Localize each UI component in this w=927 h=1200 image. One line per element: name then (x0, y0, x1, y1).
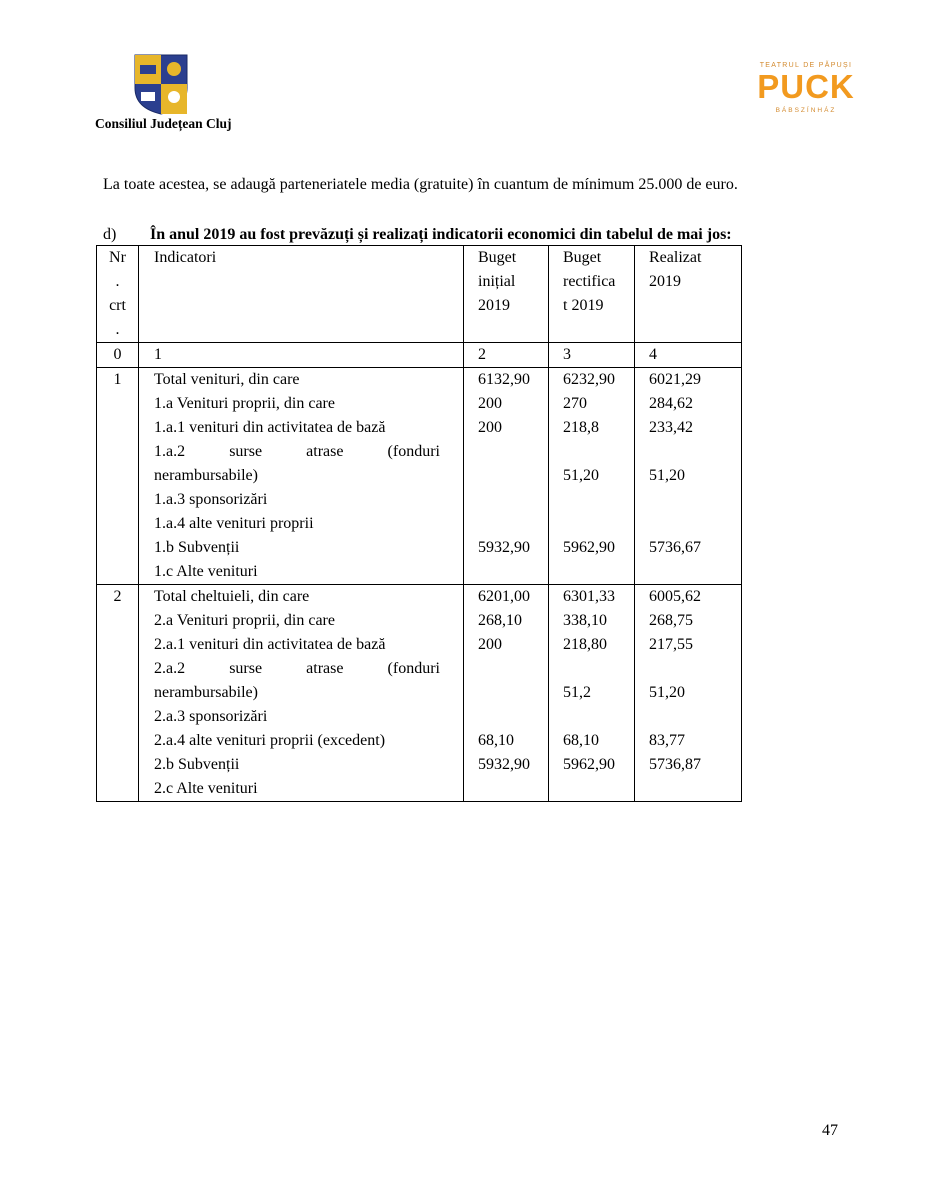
coat-of-arms-icon (132, 52, 190, 116)
value-cell: 6232,90 (563, 371, 615, 388)
value-cell (649, 560, 741, 584)
logo-top-text: TEATRUL DE PĂPUȘI (759, 62, 853, 69)
value-cell: 200 (478, 636, 502, 653)
table-index-row (97, 343, 742, 368)
theatre-logo (752, 62, 862, 122)
indicator-label: 2.b Subvenții (154, 756, 240, 773)
value-cell: 268,75 (649, 612, 693, 629)
value-cell (478, 560, 548, 584)
indicator-label: 2.a Venituri proprii, din care (154, 612, 335, 629)
initial-values (464, 368, 549, 585)
logo-main-text: PUCK (757, 68, 855, 105)
indicator-label: Total cheltuieli, din care (154, 588, 310, 605)
value-cell (649, 705, 741, 729)
index-cell: 0 (97, 343, 139, 368)
value-cell: 218,80 (563, 636, 607, 653)
indicator-label: nerambursabile) (154, 684, 258, 701)
indicator-label: nerambursabile) (154, 467, 258, 484)
indicator-label: 2.a.3 sponsorizări (154, 708, 268, 725)
logo-bottom-text: BÁBSZÍNHÁZ (775, 107, 837, 114)
value-cell (649, 512, 741, 536)
value-cell: 83,77 (649, 732, 685, 749)
header-indicatori: Indicatori (139, 246, 464, 343)
value-cell: 51,20 (649, 467, 685, 484)
value-cell (478, 777, 548, 801)
value-cell: 284,62 (649, 395, 693, 412)
value-cell (478, 488, 548, 512)
value-cell: 51,2 (563, 684, 591, 701)
value-cell: 218,8 (563, 419, 599, 436)
value-cell: 6301,33 (563, 588, 615, 605)
indicator-label: 1.b Subvenții (154, 539, 240, 556)
value-cell: 233,42 (649, 419, 693, 436)
value-cell: 6021,29 (649, 371, 701, 388)
initial-values (464, 585, 549, 802)
indicators-table (96, 245, 742, 802)
section-heading (103, 226, 732, 244)
value-cell (649, 488, 741, 512)
value-cell (649, 657, 741, 681)
value-cell: 200 (478, 395, 502, 412)
value-cell (563, 488, 634, 512)
rectificat-values (549, 585, 635, 802)
value-cell (478, 681, 548, 705)
indicator-labels (139, 585, 464, 802)
indicator-label: 2.a.1 venituri din activitatea de bază (154, 636, 386, 653)
indicator-label: 1.a.1 venituri din activitatea de bază (154, 419, 386, 436)
value-cell (649, 777, 741, 801)
value-cell (649, 440, 741, 464)
value-cell: 268,10 (478, 612, 522, 629)
value-cell (478, 464, 548, 488)
value-cell: 6201,00 (478, 588, 530, 605)
index-cell: 1 (139, 343, 464, 368)
row-number: 2 (97, 585, 139, 802)
value-cell (478, 512, 548, 536)
index-cell: 4 (635, 343, 742, 368)
value-cell: 68,10 (563, 732, 599, 749)
value-cell: 217,55 (649, 636, 693, 653)
value-cell: 338,10 (563, 612, 607, 629)
page-number: 47 (822, 1122, 838, 1139)
index-cell: 3 (549, 343, 635, 368)
header-buget-rectificat: Buget rectifica t 2019 (549, 246, 635, 343)
indicator-labels (139, 368, 464, 585)
header-buget-initial: Buget inițial 2019 (464, 246, 549, 343)
value-cell (563, 657, 634, 681)
value-cell (563, 705, 634, 729)
indicator-label: 2.c Alte venituri (154, 780, 258, 797)
value-cell: 5736,67 (649, 539, 701, 556)
value-cell: 5962,90 (563, 539, 615, 556)
indicator-label: 2.a.4 alte venituri proprii (excedent) (154, 732, 386, 749)
value-cell: 6132,90 (478, 371, 530, 388)
table-row-venituri (97, 368, 742, 585)
row-number: 1 (97, 368, 139, 585)
value-cell: 200 (478, 419, 502, 436)
indicator-label: 1.a.3 sponsorizări (154, 491, 268, 508)
table-row-cheltuieli (97, 585, 742, 802)
intro-paragraph: La toate acestea, se adaugă parteneriatele media (gratuite) în cuantum de mínimum 25.000 de euro. (103, 176, 738, 193)
indicator-label: 1.c Alte venituri (154, 563, 258, 580)
value-cell: 68,10 (478, 732, 514, 749)
table-header-row (97, 246, 742, 343)
value-cell: 5962,90 (563, 756, 615, 773)
value-cell: 5932,90 (478, 756, 530, 773)
value-cell: 51,20 (649, 684, 685, 701)
value-cell: 6005,62 (649, 588, 701, 605)
indicator-label: 1.a.2 surse atrase (fonduri (154, 443, 440, 460)
section-letter: d) (103, 226, 117, 243)
header-realizat: Realizat 2019 (635, 246, 742, 343)
value-cell (478, 657, 548, 681)
value-cell (478, 705, 548, 729)
value-cell: 5736,87 (649, 756, 701, 773)
value-cell (563, 440, 634, 464)
value-cell: 270 (563, 395, 587, 412)
header-nr: Nr . crt . (97, 246, 139, 343)
section-title: În anul 2019 au fost prevăzuți și realizați indicatorii economici din tabelul de mai jos: (150, 226, 732, 243)
council-name: Consiliul Județean Cluj (95, 116, 232, 131)
value-cell (563, 777, 634, 801)
indicator-label: 1.a.4 alte venituri proprii (154, 515, 314, 532)
value-cell: 51,20 (563, 467, 599, 484)
realizat-values (635, 585, 742, 802)
rectificat-values (549, 368, 635, 585)
value-cell (478, 440, 548, 464)
value-cell: 5932,90 (478, 539, 530, 556)
realizat-values (635, 368, 742, 585)
index-cell: 2 (464, 343, 549, 368)
indicator-label: 2.a.2 surse atrase (fonduri (154, 660, 440, 677)
value-cell (563, 512, 634, 536)
value-cell (563, 560, 634, 584)
indicator-label: 1.a Venituri proprii, din care (154, 395, 335, 412)
indicator-label: Total venituri, din care (154, 371, 300, 388)
